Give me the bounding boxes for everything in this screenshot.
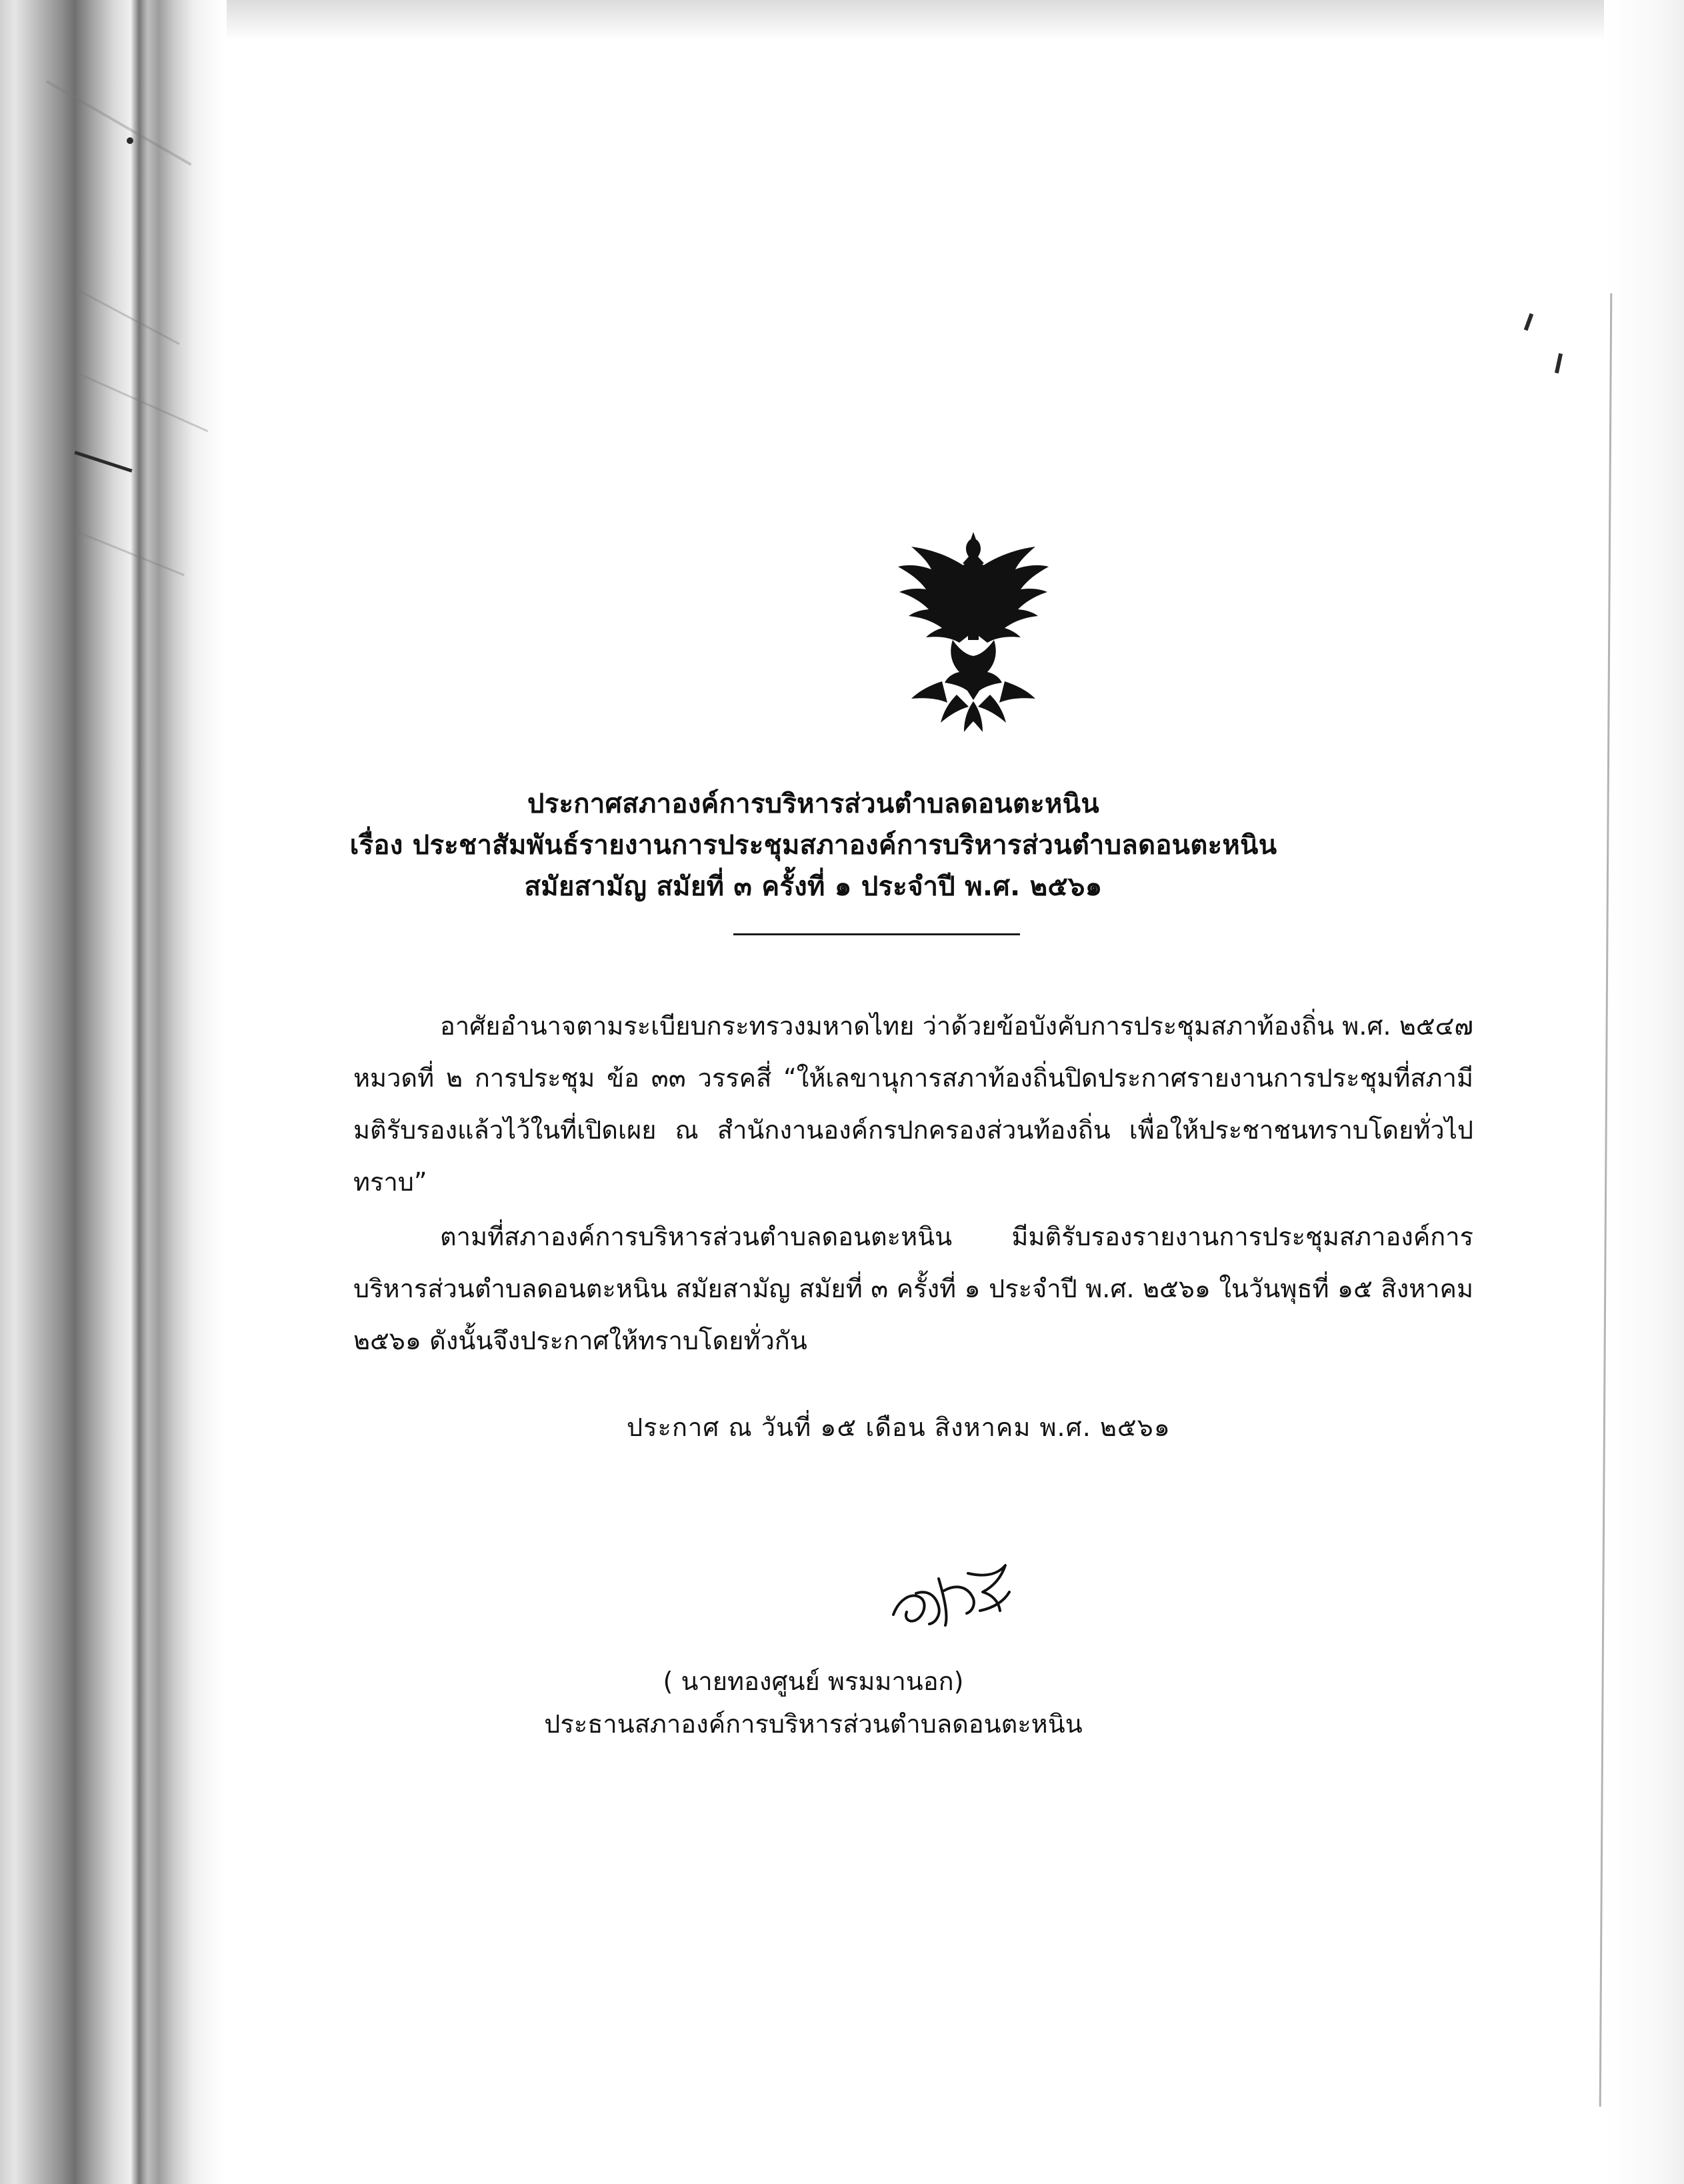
paragraph-1 [353, 1000, 1473, 1208]
scan-streak-2 [73, 287, 179, 345]
signer-block [480, 1660, 1147, 1745]
scan-left-dark-streak [131, 0, 148, 2184]
document-content [227, 0, 1593, 2184]
document-header [227, 783, 1400, 907]
header-line-1: ประกาศสภาองค์การบริหารส่วนตำบลดอนตะหนิน [527, 789, 1099, 819]
paragraph-2 [353, 1211, 1473, 1367]
header-divider [733, 933, 1020, 935]
signature-scribble-icon [880, 1553, 1053, 1653]
scan-right-edge-shadow [1604, 0, 1684, 2184]
ink-speck-4 [127, 137, 133, 144]
scan-streak-1 [46, 80, 192, 165]
scan-left-shadow-band [0, 0, 227, 2184]
scan-right-fold-line [1599, 293, 1613, 2107]
garuda-emblem-icon [870, 527, 1077, 753]
signer-name: ( นายทองศูนย์ พรมมานอก) [663, 1667, 964, 1696]
issue-date-line: ประกาศ ณ วันที่ ๑๕ เดือน สิงหาคม พ.ศ. ๒๕๖๑ [627, 1413, 1171, 1442]
ink-speck-1 [74, 451, 132, 473]
header-line-3: สมัยสามัญ สมัยที่ ๓ ครั้งที่ ๑ ประจำปี พ.ศ. ๒๕๖๑ [524, 871, 1103, 902]
header-line-2: เรื่อง ประชาสัมพันธ์รายงานการประชุมสภาองค์การบริหารส่วนตำบลดอนตะหนิน [349, 830, 1277, 861]
scan-streak-4 [66, 527, 184, 576]
paragraph-2-text: ตามที่สภาองค์การบริหารส่วนตำบลดอนตะหนิน มีมติรับรองรายงานการประชุมสภาองค์การบริหารส่วนตำบลดอนตะหนิน สมัยสามัญ สมัยที่ ๓ ครั้งที่ ๑ ประจำปี พ.ศ. ๒๕๖๑ ในวันพุธที่ ๑๕ สิงหาคม ๒๕๖๑ ดังนั้นจึงประกาศให้ทราบโดยทั่วกัน [353, 1222, 1473, 1355]
paragraph-1-text: อาศัยอำนาจตามระเบียบกระทรวงมหาดไทย ว่าด้วยข้อบังคับการประชุมสภาท้องถิ่น พ.ศ. ๒๕๔๗ หมวดที่ ๒ การประชุม ข้อ ๓๓ วรรคสี่ “ให้เลขานุการสภาท้องถิ่นปิดประกาศรายงานการประชุมที่สภามีมติรับรองแล้วไว้ในที่เปิดเผย ณ สำนักงานองค์กรปกครองส่วนท้องถิ่น เพื่อให้ประชาชนทราบโดยทั่วไปทราบ” [353, 1011, 1473, 1197]
document-body [353, 1000, 1473, 1369]
scan-streak-3 [79, 373, 208, 432]
signer-title: ประธานสภาองค์การบริหารส่วนตำบลดอนตะหนิน [544, 1709, 1083, 1739]
